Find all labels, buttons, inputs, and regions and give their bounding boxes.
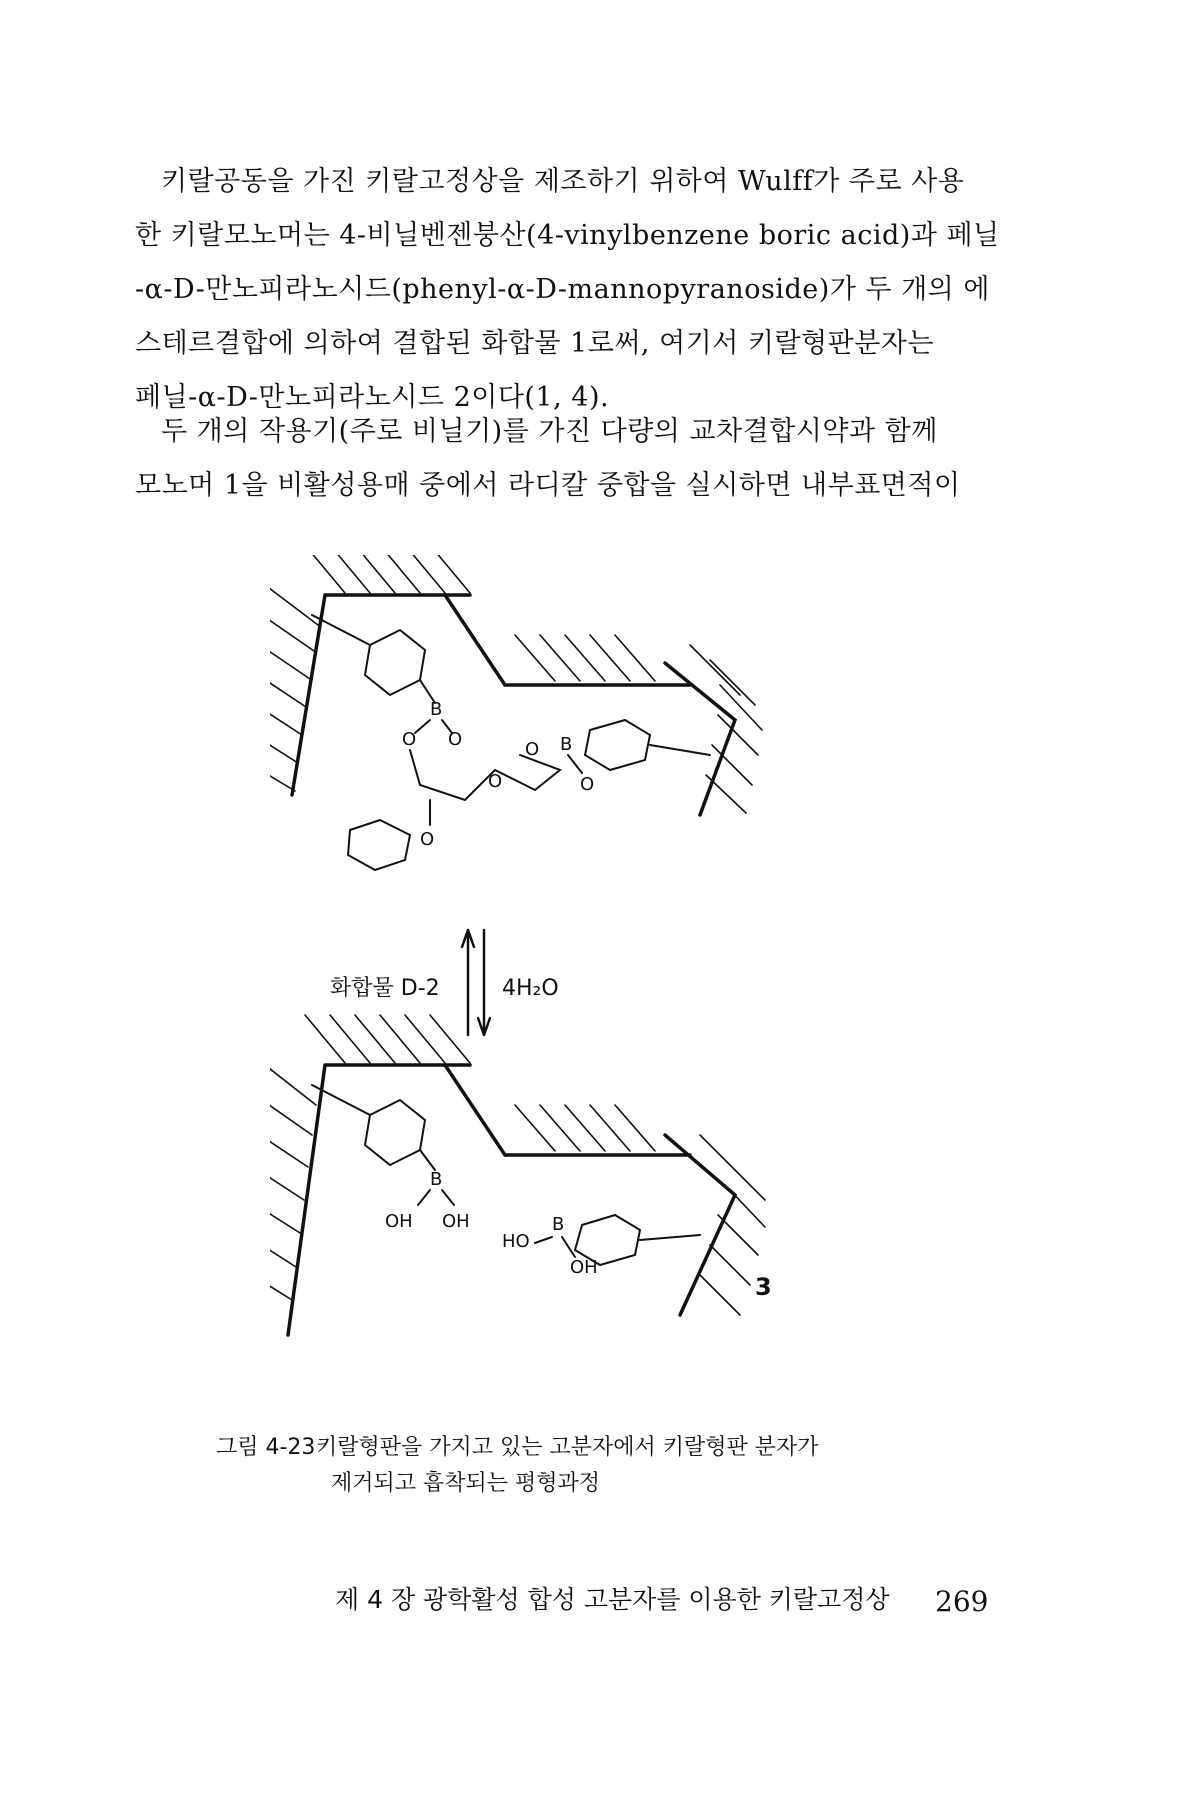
phenyl-ring <box>365 1100 425 1165</box>
hydroxyl-label: OH <box>570 1257 598 1278</box>
text-line: 한 키랄모노머는 4-비닐벤젠붕산(4-vinylbenzene boric acid)과 페닐 <box>135 220 1000 251</box>
oxygen-label: O <box>488 771 503 792</box>
equilibrium-arrows <box>330 930 559 1035</box>
caption-line-1 <box>216 1430 976 1466</box>
arrow-right-label: 4H₂O <box>502 976 559 1001</box>
hydroxyl-label: HO <box>502 1231 530 1252</box>
phenyl-ring <box>348 820 410 870</box>
boron-label: B <box>560 734 573 755</box>
oxygen-label: O <box>448 729 463 750</box>
phenyl-ring <box>365 630 425 695</box>
boron-label: B <box>552 1214 565 1235</box>
chapter-footer: 제 4 장 광학활성 합성 고분자를 이용한 키랄고정상 <box>335 1585 890 1614</box>
boron-label: B <box>430 1169 443 1190</box>
caption-number: 그림 4-23 <box>216 1435 316 1460</box>
figure-number: 3 <box>755 1273 772 1301</box>
text-line: -α-D-만노피라노시드(phenyl-α-D-mannopyranoside)가 두 개의 에 <box>135 274 990 305</box>
bottom-left-wall <box>288 1065 470 1335</box>
oxygen-label: O <box>402 729 417 750</box>
oxygen-label: O <box>420 829 435 850</box>
hydroxyl-label: OH <box>385 1211 413 1232</box>
oxygen-label: O <box>580 774 595 795</box>
text-line: 페닐-α-D-만노피라노시드 2이다(1, 4). <box>135 382 610 413</box>
page-number: 269 <box>935 1585 989 1618</box>
top-panel <box>270 555 762 870</box>
oxygen-label: O <box>525 739 540 760</box>
text-line: 스테르결합에 의하여 결합된 화합물 1로써, 여기서 키랄형판분자는 <box>135 328 934 359</box>
phenyl-ring <box>585 720 650 770</box>
text-line: 두 개의 작용기(주로 비닐기)를 가진 다량의 교차결합시약과 함께 <box>161 416 938 447</box>
caption-text: 키랄형판을 가지고 있는 고분자에서 키랄형판 분자가 <box>316 1435 819 1460</box>
wall-hatching <box>270 1015 765 1315</box>
hydroxyl-label: OH <box>442 1211 470 1232</box>
caption-line-2: 제거되고 흡착되는 평형과정 <box>331 1471 601 1496</box>
boron-label: B <box>430 699 443 720</box>
paragraph-1 <box>135 155 1000 425</box>
figure-chiral-imprint <box>270 555 890 1435</box>
bottom-panel <box>270 1015 772 1335</box>
arrow-left-label: 화합물 D-2 <box>330 976 440 1001</box>
figure-caption <box>216 1430 976 1502</box>
text-line: 모노머 1을 비활성용매 중에서 라디칼 중합을 실시하면 내부표면적이 <box>135 470 961 501</box>
text-line: 키랄공동을 가진 키랄고정상을 제조하기 위하여 Wulff가 주로 사용 <box>161 166 965 197</box>
paragraph-2 <box>135 405 1000 513</box>
